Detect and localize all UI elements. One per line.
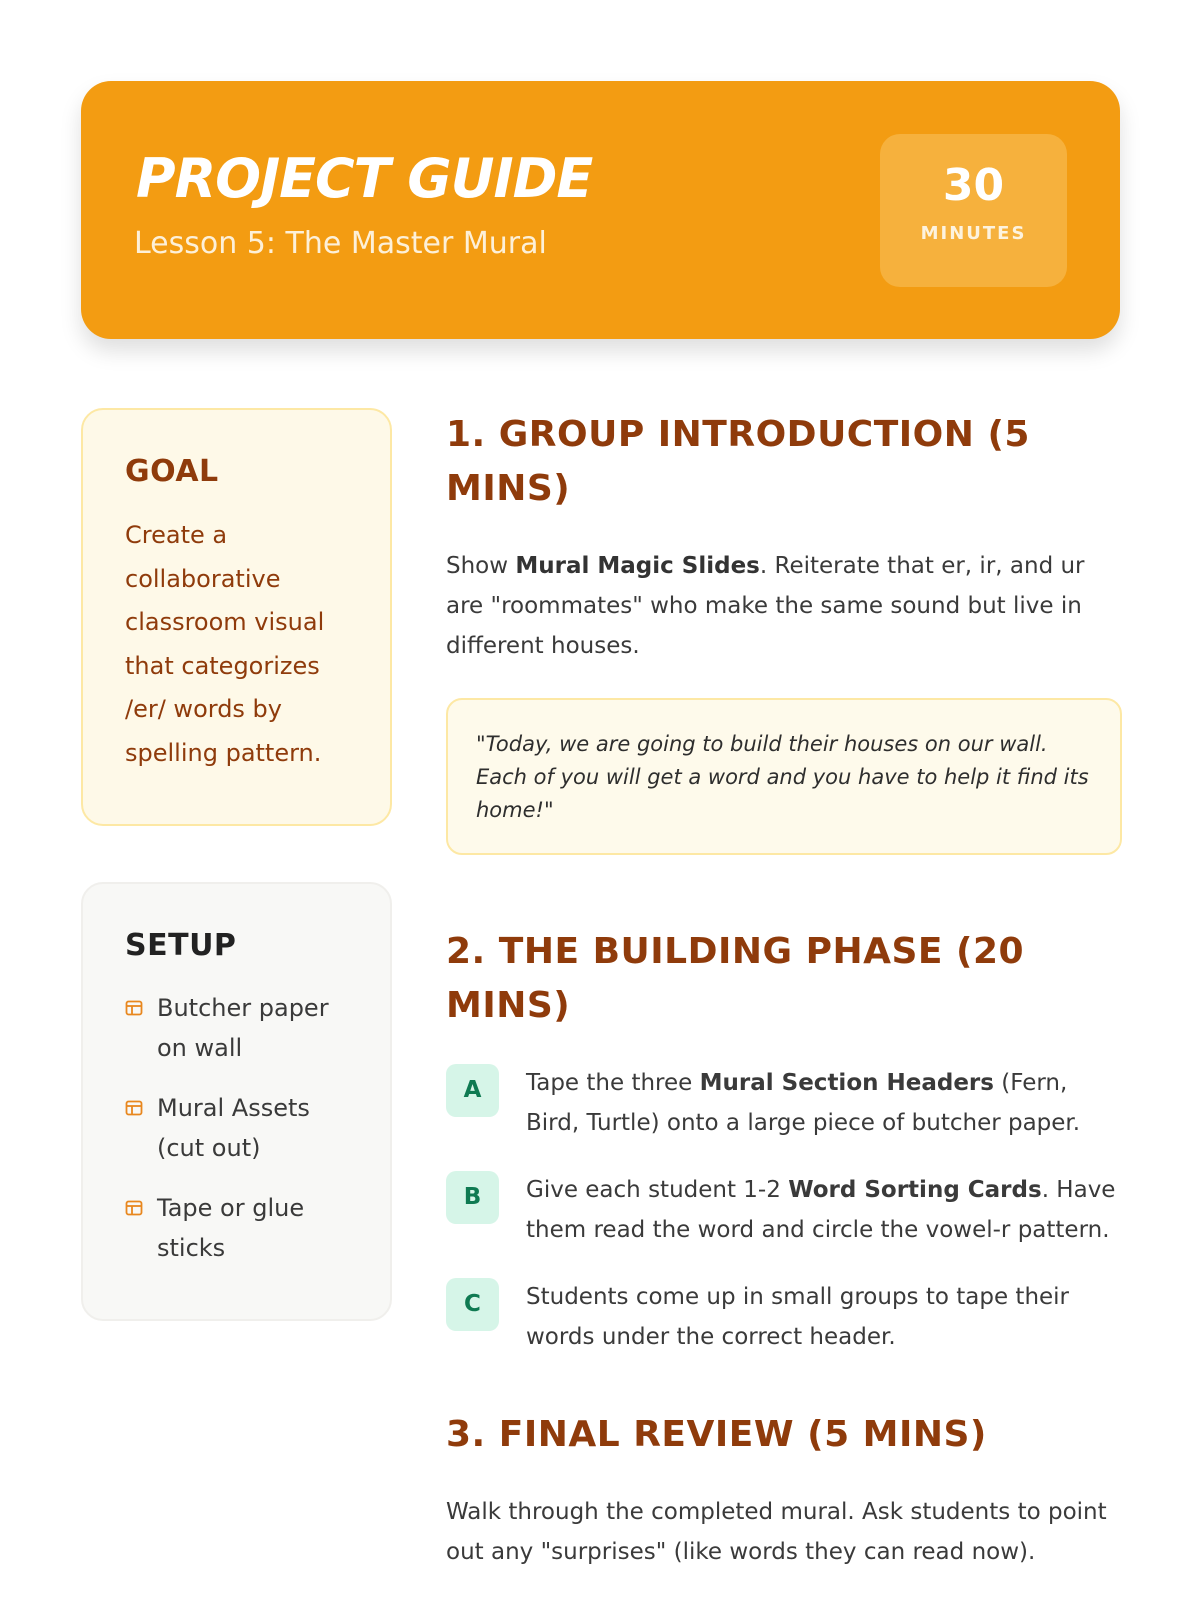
intro-text: Show Mural Magic Slides. Reiterate that er, ir, and ur are "roommates" who make the same sound but live in different houses. xyxy=(446,553,1085,659)
step-item xyxy=(446,1277,1122,1357)
step-text: Tape the three Mural Section Headers (Fern, Bird, Turtle) onto a large piece of butcher paper. xyxy=(526,1070,1081,1136)
teacher-script-quote: "Today, we are going to build their houses on our wall. Each of you will get a word and you have to help it find its home!" xyxy=(476,732,1089,822)
section-group-introduction xyxy=(446,408,1122,855)
step-text: Give each student 1-2 Word Sorting Cards. Have them read the word and circle the vowel-r pattern. xyxy=(526,1177,1116,1243)
section-heading: 1. GROUP INTRODUCTION (5 MINS) xyxy=(446,414,1030,509)
setup-list xyxy=(125,988,360,1268)
duration-badge xyxy=(880,134,1067,287)
goal-text: Create a collaborative classroom visual that categorizes /er/ words by spelling pattern. xyxy=(125,521,325,767)
step-letter-badge: C xyxy=(446,1278,499,1331)
review-text: Walk through the completed mural. Ask students to point out any "surprises" (like words they can read now). xyxy=(446,1499,1107,1565)
goal-heading: GOAL xyxy=(125,454,219,489)
step-text: Students come up in small groups to tape their words under the correct header. xyxy=(526,1284,1070,1350)
setup-heading: SETUP xyxy=(125,928,237,963)
step-item xyxy=(446,1170,1122,1250)
guide-header xyxy=(81,81,1120,339)
page-title: PROJECT GUIDE xyxy=(136,147,593,210)
duration-unit: MINUTES xyxy=(920,223,1027,244)
setup-item xyxy=(125,988,360,1068)
section-heading: 2. THE BUILDING PHASE (20 MINS) xyxy=(446,931,1025,1026)
goal-card xyxy=(81,408,392,826)
teacher-script-callout xyxy=(446,698,1122,855)
sidebar xyxy=(81,408,392,1321)
step-item xyxy=(446,1063,1122,1143)
section-final-review xyxy=(446,1408,1122,1572)
section-building-phase xyxy=(446,925,1122,1357)
setup-item-label: Tape or glue sticks xyxy=(157,1194,305,1262)
lesson-subtitle: Lesson 5: The Master Mural xyxy=(134,226,547,261)
step-letter-badge: B xyxy=(446,1171,499,1224)
section-heading: 3. FINAL REVIEW (5 MINS) xyxy=(446,1414,987,1455)
package-icon xyxy=(125,1099,143,1117)
step-list xyxy=(446,1063,1122,1357)
setup-card xyxy=(81,882,392,1321)
package-icon xyxy=(125,999,143,1017)
setup-item-label: Butcher paper on wall xyxy=(157,994,329,1062)
setup-item-label: Mural Assets (cut out) xyxy=(157,1094,310,1162)
package-icon xyxy=(125,1199,143,1217)
setup-item xyxy=(125,1088,360,1168)
setup-item xyxy=(125,1188,360,1268)
step-letter-badge: A xyxy=(446,1064,499,1117)
main-content xyxy=(446,408,1122,1572)
slides-resource-name: Mural Magic Slides xyxy=(515,553,760,579)
duration-value: 30 xyxy=(942,160,1005,211)
